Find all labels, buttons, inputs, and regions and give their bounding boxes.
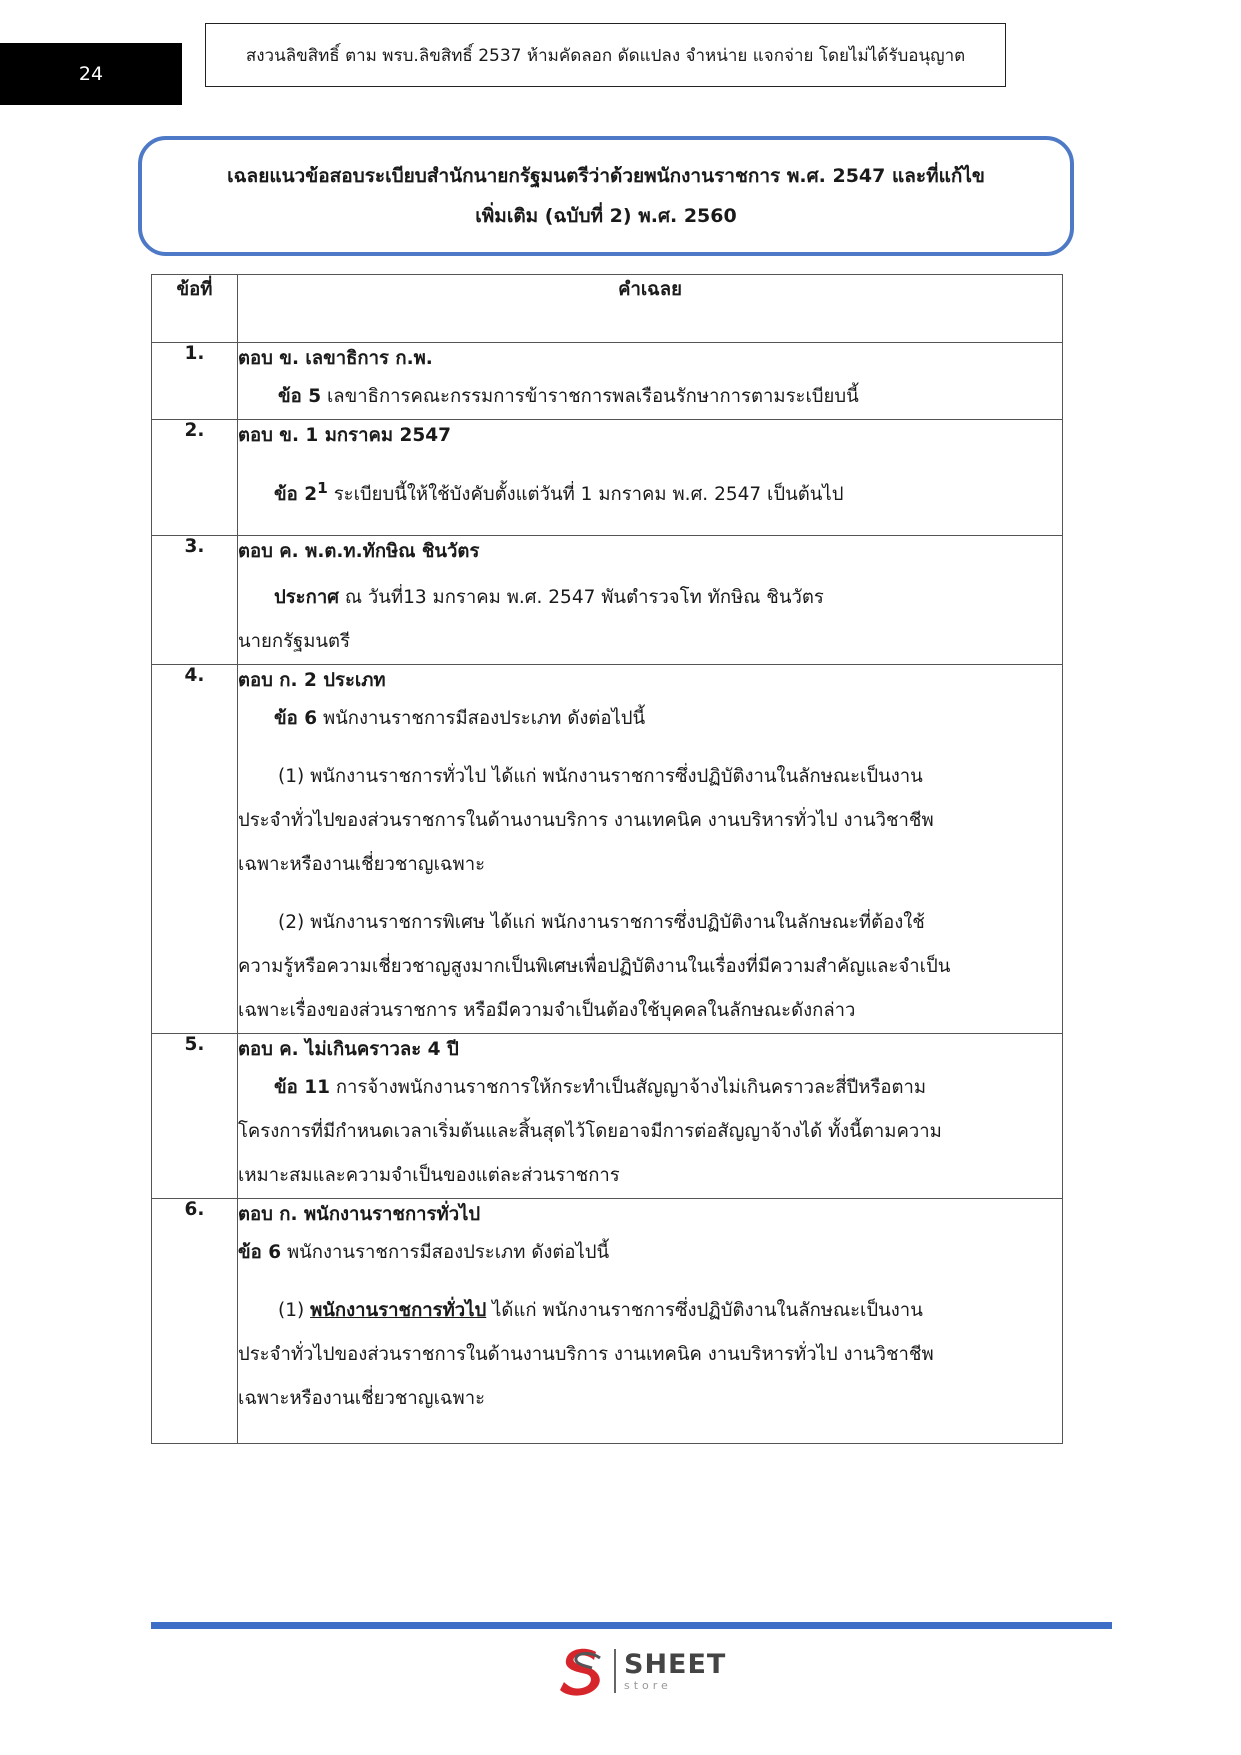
paragraph-text: ได้แก่ พนักงานราชการซึ่งปฏิบัติงานในลักษณะเป็นงาน	[486, 1300, 923, 1322]
column-header-no: ข้อที่	[152, 275, 238, 343]
paragraph-line: (1) พนักงานราชการทั่วไป ได้แก่ พนักงานราชการซึ่งปฏิบัติงานในลักษณะเป็นงาน	[278, 766, 923, 788]
clause-ref: ข้อ 6	[274, 708, 318, 730]
clause-ref: ข้อ 6	[238, 1242, 282, 1264]
row-number: 3.	[152, 536, 238, 665]
sheet-store-logo	[556, 1643, 726, 1699]
answer-table	[151, 274, 1063, 1444]
clause-ref: ข้อ 5	[278, 386, 322, 407]
answer-choice: ตอบ ค. ไม่เกินคราวละ 4 ปี	[238, 1039, 459, 1061]
title-line-2: เพิ่มเติม (ฉบับที่ 2) พ.ศ. 2560	[475, 205, 737, 227]
row-number: 4.	[152, 665, 238, 1034]
answer-choice: ตอบ ข. เลขาธิการ ก.พ.	[238, 348, 433, 369]
row-number: 1.	[152, 343, 238, 420]
row-answer-cell	[238, 343, 1063, 420]
row-answer-cell	[238, 536, 1063, 665]
copyright-notice: สงวนลิขสิทธิ์ ตาม พรบ.ลิขสิทธิ์ 2537 ห้ามคัดลอก ดัดแปลง จำหน่าย แจกจ่าย โดยไม่ได้รับอนุญาต	[205, 23, 1006, 87]
clause-text: เลขาธิการคณะกรรมการข้าราชการพลเรือนรักษาการตามระเบียบนี้	[321, 386, 859, 407]
emphasized-term: พนักงานราชการทั่วไป	[310, 1300, 487, 1322]
explanation	[238, 1066, 1062, 1110]
paragraph-line: ความรู้หรือความเชี่ยวชาญสูงมากเป็นพิเศษเพื่อปฏิบัติงานในเรื่องที่มีความสำคัญและจำเป็น	[238, 956, 951, 978]
explanation-continued: นายกรัฐมนตรี	[238, 631, 351, 653]
paragraph-line	[238, 1289, 1062, 1333]
row-number: 5.	[152, 1034, 238, 1199]
page-number: 24	[0, 43, 182, 105]
answer-choice: ตอบ ค. พ.ต.ท.ทักษิณ ชินวัตร	[238, 541, 480, 563]
paragraph-line: ประจำทั่วไปของส่วนราชการในด้านงานบริการ งานเทคนิค งานบริหารทั่วไป งานวิชาชีพ	[238, 810, 934, 832]
explanation	[238, 576, 1062, 620]
table-row	[152, 665, 1063, 1034]
clause-text: ณ วันที่13 มกราคม พ.ศ. 2547 พันตำรวจโท ทักษิณ ชินวัตร	[338, 587, 824, 609]
table-header-row	[152, 275, 1063, 343]
paragraph-line: (2) พนักงานราชการพิเศษ ได้แก่ พนักงานราชการซึ่งปฏิบัติงานในลักษณะที่ต้องใช้	[278, 912, 925, 934]
clause-text: พนักงานราชการมีสองประเภท ดังต่อไปนี้	[281, 1242, 610, 1264]
clause-ref: ประกาศ	[274, 587, 339, 609]
paragraph-1	[238, 755, 1062, 887]
logo-separator	[614, 1649, 616, 1693]
footer-divider	[151, 1622, 1112, 1629]
document-title	[138, 136, 1074, 256]
paragraph-1	[238, 1289, 1062, 1421]
paragraph-line: ประจำทั่วไปของส่วนราชการในด้านงานบริการ งานเทคนิค งานบริหารทั่วไป งานวิชาชีพ	[238, 1344, 934, 1366]
clause-text: ระเบียบนี้ให้ใช้บังคับตั้งแต่วันที่ 1 มกราคม พ.ศ. 2547 เป็นต้นไป	[327, 484, 844, 506]
answer-choice: ตอบ ก. 2 ประเภท	[238, 670, 386, 692]
explanation	[238, 375, 1062, 419]
explanation	[238, 697, 1062, 741]
paragraph-prefix: (1)	[278, 1300, 311, 1322]
sheet-logo-icon	[556, 1644, 606, 1698]
table-row	[152, 1199, 1063, 1444]
explanation-line: เหมาะสมและความจำเป็นของแต่ละส่วนราชการ	[238, 1165, 620, 1187]
clause-text: การจ้างพนักงานราชการให้กระทำเป็นสัญญาจ้างไม่เกินคราวละสี่ปีหรือตาม	[329, 1077, 927, 1099]
logo-sub-text: store	[624, 1679, 672, 1692]
explanation	[238, 466, 1062, 517]
clause-ref: ข้อ 11	[274, 1077, 330, 1099]
row-number: 2.	[152, 420, 238, 536]
table-row	[152, 420, 1063, 536]
footnote-marker: 1	[317, 479, 328, 497]
paragraph-line: เฉพาะหรืองานเชี่ยวชาญเฉพาะ	[238, 1388, 486, 1410]
logo-text	[624, 1651, 726, 1691]
explanation-line: โครงการที่มีกำหนดเวลาเริ่มต้นและสิ้นสุดไว้โดยอาจมีการต่อสัญญาจ้างได้ ทั้งนี้ตามความ	[238, 1121, 942, 1143]
row-answer-cell	[238, 420, 1063, 536]
logo-main-text: SHEET	[624, 1649, 727, 1680]
paragraph-2	[238, 901, 1062, 1033]
title-line-1: เฉลยแนวข้อสอบระเบียบสำนักนายกรัฐมนตรีว่าด้วยพนักงานราชการ พ.ศ. 2547 และที่แก้ไข	[227, 165, 985, 187]
table-row	[152, 1034, 1063, 1199]
table-row	[152, 343, 1063, 420]
column-header-answer: คำเฉลย	[238, 275, 1063, 343]
clause-ref: ข้อ 2	[274, 484, 318, 506]
row-number: 6.	[152, 1199, 238, 1444]
paragraph-line: เฉพาะเรื่องของส่วนราชการ หรือมีความจำเป็นต้องใช้บุคคลในลักษณะดังกล่าว	[238, 1000, 856, 1022]
answer-choice: ตอบ ก. พนักงานราชการทั่วไป	[238, 1204, 481, 1226]
answer-choice: ตอบ ข. 1 มกราคม 2547	[238, 425, 451, 446]
row-answer-cell	[238, 665, 1063, 1034]
clause-text: พนักงานราชการมีสองประเภท ดังต่อไปนี้	[317, 708, 646, 730]
explanation	[238, 1231, 1062, 1275]
paragraph-line: เฉพาะหรืองานเชี่ยวชาญเฉพาะ	[238, 854, 486, 876]
table-row	[152, 536, 1063, 665]
row-answer-cell	[238, 1034, 1063, 1199]
row-answer-cell	[238, 1199, 1063, 1444]
